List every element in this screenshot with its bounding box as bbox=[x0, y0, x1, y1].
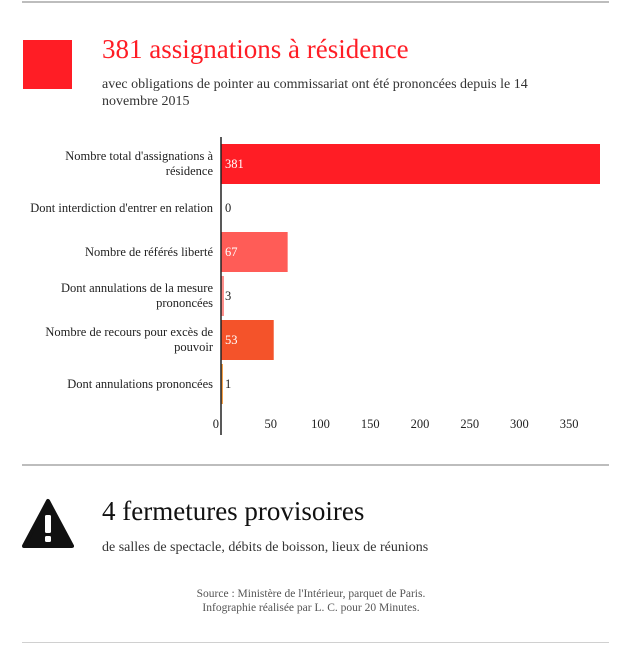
source-line: Source : Ministère de l'Intérieur, parquet de Paris. bbox=[196, 588, 426, 600]
category-label: Dont interdiction d'entrer en relation bbox=[30, 201, 213, 215]
section1-subtitle: avec obligations de pointer au commissariat ont été prononcées depuis le 14 novembre 2015 bbox=[102, 77, 528, 109]
section1-title: 381 assignations à résidence bbox=[102, 34, 409, 64]
bar bbox=[221, 144, 600, 184]
value-label: 1 bbox=[225, 377, 232, 391]
x-tick-label: 350 bbox=[559, 417, 579, 431]
category-label: Nombre de référés liberté bbox=[84, 245, 213, 259]
bar-chart bbox=[0, 135, 622, 440]
category-label: Nombre total d'assignations à résidence bbox=[65, 149, 213, 178]
section2-subtitle: de salles de spectacle, débits de boisson, lieux de réunions bbox=[102, 540, 429, 555]
section2-title: 4 fermetures provisoires bbox=[102, 496, 365, 526]
warning-icon bbox=[22, 498, 74, 550]
credit-line: Infographie réalisée par L. C. pour 20 Minutes. bbox=[202, 602, 420, 614]
value-label: 3 bbox=[225, 289, 232, 303]
category-label: Dont annulations prononcées bbox=[67, 377, 213, 391]
x-tick-label: 250 bbox=[460, 417, 480, 431]
value-label: 67 bbox=[225, 245, 238, 259]
x-tick-label: 300 bbox=[510, 417, 529, 431]
value-label: 381 bbox=[225, 157, 244, 171]
value-label: 0 bbox=[225, 201, 232, 215]
middle-divider bbox=[22, 464, 609, 466]
x-tick-label: 0 bbox=[212, 417, 219, 431]
top-divider bbox=[22, 1, 609, 3]
x-tick-label: 50 bbox=[264, 417, 277, 431]
category-label: Dont annulations de la mesure prononcées bbox=[60, 281, 213, 310]
red-square-icon bbox=[23, 40, 72, 89]
category-label: Nombre de recours pour excès de pouvoir bbox=[45, 325, 213, 354]
x-tick-label: 200 bbox=[410, 417, 430, 431]
x-tick-label: 150 bbox=[360, 417, 380, 431]
value-label: 53 bbox=[225, 333, 238, 347]
bottom-divider bbox=[22, 642, 609, 643]
x-tick-label: 100 bbox=[311, 417, 330, 431]
